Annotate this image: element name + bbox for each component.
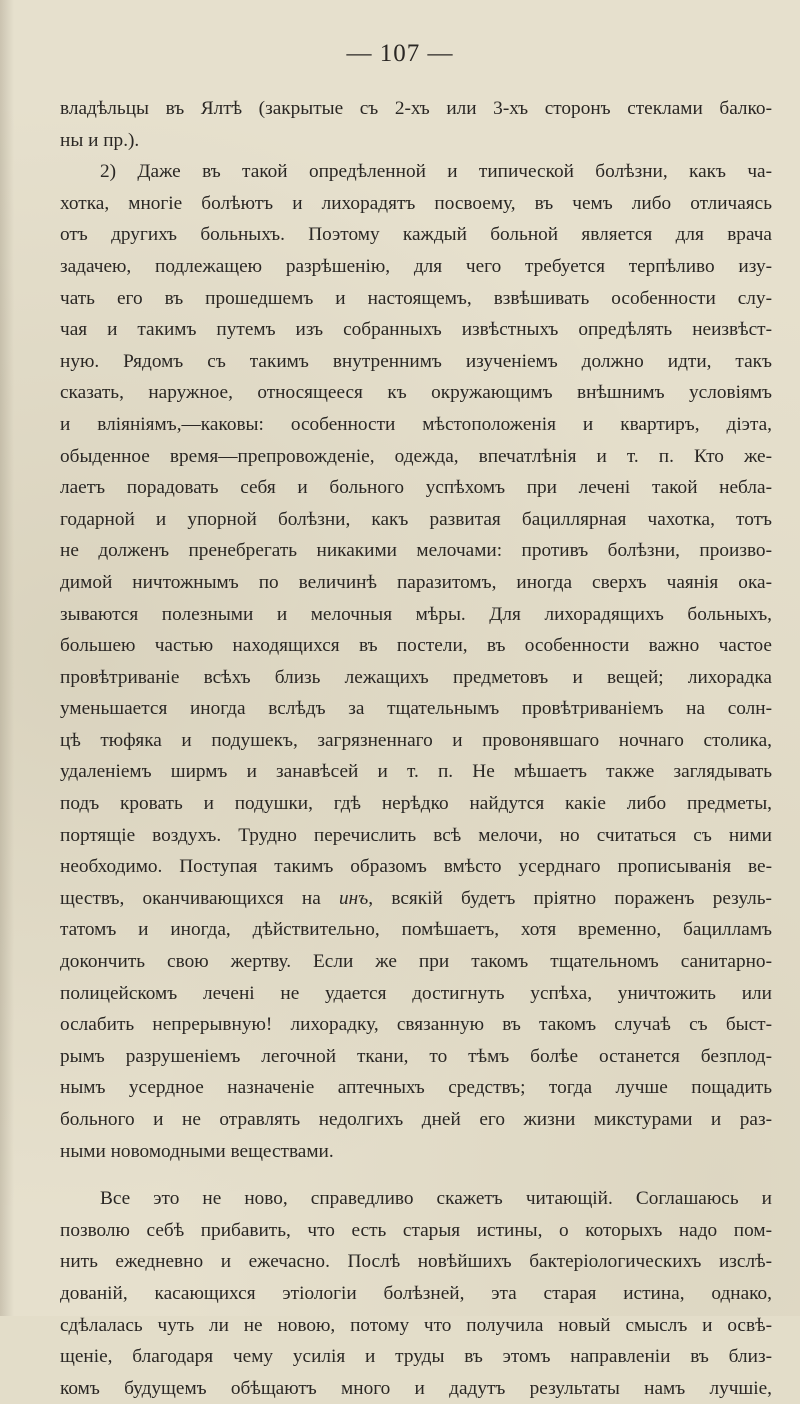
text-line: больного и не отравлять недолгихъ дней его жизни микстурами и раз- xyxy=(60,1109,772,1130)
text-line: полицейскомъ лечені не удается достигнуть успѣха, уничтожить или xyxy=(60,982,772,1004)
text-line: цѣ тюфяка и подушекъ, загрязненнаго и провонявшаго ночнаго столика, xyxy=(60,729,772,751)
text-line: сдѣлалась чуть ли не новою, потому что получила новый смыслъ и освѣ- xyxy=(60,1314,772,1336)
text-line: димой ничтожнымъ по величинѣ паразитомъ, иногда сверхъ чаянія ока- xyxy=(60,571,772,593)
text-line: Все это не ново, справедливо скажетъ читающій. Соглашаюсь и xyxy=(100,1188,772,1210)
text-line: татомъ и иногда, дѣйствительно, помѣшаетъ, хотя временно, бацилламъ xyxy=(60,919,772,941)
text-line: ными новомодными веществами. xyxy=(60,1140,334,1162)
text-line: чая и такимъ путемъ изъ собранныхъ извѣстныхъ опредѣлять неизвѣст- xyxy=(60,319,772,341)
text-line: зываются полезными и мелочныя мѣры. Для лихорадящихъ больныхъ, xyxy=(60,603,772,625)
text-line: ослабить непрерывную! лихорадку, связанную въ такомъ случаѣ съ быст- xyxy=(60,1014,772,1036)
line-start: ществъ, оканчивающихся на xyxy=(60,887,321,909)
text-line: лаетъ порадовать себя и больного успѣхомъ при лечені такой небла- xyxy=(60,477,772,499)
text-line: щеніе, благодаря чему усилія и труды въ этомъ направленіи въ близ- xyxy=(60,1346,772,1368)
text-line: подъ кровать и подушки, гдѣ нерѣдко найдутся какіе либо предметы, xyxy=(60,793,772,815)
text-line: чать его въ прошедшемъ и настоящемъ, взвѣшивать особенности слу- xyxy=(60,287,772,309)
italic-word: инъ xyxy=(339,887,369,909)
text-line: уменьшается иногда вслѣдъ за тщательнымъ провѣтриваніемъ на солн- xyxy=(60,698,772,720)
text-line: большею частью находящихся въ постели, въ особенности важно частое xyxy=(60,635,772,657)
text-line: задачею, подлежащею разрѣшенію, для чего требуется терпѣливо изу- xyxy=(60,255,772,277)
text-line: удаленіемъ ширмъ и занавѣсей и т. п. Не мѣшаетъ также заглядывать xyxy=(60,761,772,783)
text-line: годарной и упорной болѣзни, какъ развитая бациллярная чахотка, тотъ xyxy=(60,508,772,530)
text-line: рымъ разрушеніемъ легочной ткани, то тѣмъ болѣе останется безплод- xyxy=(60,1045,772,1067)
text-line: ную. Рядомъ съ такимъ внутреннимъ изученіемъ должно идти, такъ xyxy=(60,350,772,372)
text-line: 2) Даже въ такой опредѣленной и типической болѣзни, какъ ча- xyxy=(100,161,772,183)
body-text xyxy=(60,93,772,1404)
line-end: , всякій будетъ пріятно пораженъ резуль- xyxy=(368,887,772,909)
text-line: позволю себѣ прибавить, что есть старыя истины, о которыхъ надо пом- xyxy=(60,1219,772,1241)
page-edge-shadow xyxy=(0,0,14,1316)
text-line: обыденное время—препровожденіе, одежда, впечатлѣнія и т. п. Кто же- xyxy=(60,445,772,467)
text-line: не долженъ пренебрегать никакими мелочами: противъ болѣзни, произво- xyxy=(60,540,772,562)
text-line: сказать, наружное, относящееся къ окружающимъ внѣшнимъ условіямъ xyxy=(60,382,772,404)
text-line: ны и пр.). xyxy=(60,129,140,151)
text-line: дованій, касающихся этіологіи болѣзней, эта старая истина, однако, xyxy=(60,1282,772,1304)
text-line: провѣтриваніе всѣхъ близь лежащихъ предметовъ и вещей; лихорадка xyxy=(60,666,772,688)
text-line: докончить свою жертву. Если же при такомъ тщательномъ санитарно- xyxy=(60,951,772,973)
page-number: — 107 — xyxy=(346,40,454,67)
text-line: владѣльцы въ Ялтѣ (закрытые съ 2-хъ или 3-хъ сторонъ стеклами балко- xyxy=(60,98,772,119)
text-line-with-italic xyxy=(60,883,772,915)
text-line: отъ другихъ больныхъ. Поэтому каждый больной является для врача xyxy=(60,224,772,246)
paragraph-gap xyxy=(60,1167,772,1183)
text-line: хотка, многіе болѣютъ и лихорадятъ посвоему, въ чемъ либо отличаясь xyxy=(60,192,772,214)
text-line: портящіе воздухъ. Трудно перечислить всѣ мелочи, но считаться съ ними xyxy=(60,824,772,846)
text-line: необходимо. Поступая такимъ образомъ вмѣсто усерднаго прописыванія ве- xyxy=(60,856,772,878)
text-line: комъ будущемъ обѣщаютъ много и дадутъ результаты намъ лучшіе, xyxy=(60,1377,772,1399)
text-line: нить ежедневно и ежечасно. Послѣ новѣйшихъ бактеріологическихъ изслѣ- xyxy=(60,1251,772,1273)
text-line: нымъ усердное назначеніе аптечныхъ средствъ; тогда лучше пощадить xyxy=(60,1077,772,1099)
text-line: и вліяніямъ,—каковы: особенности мѣстоположенія и квартиръ, діэта, xyxy=(60,413,772,435)
